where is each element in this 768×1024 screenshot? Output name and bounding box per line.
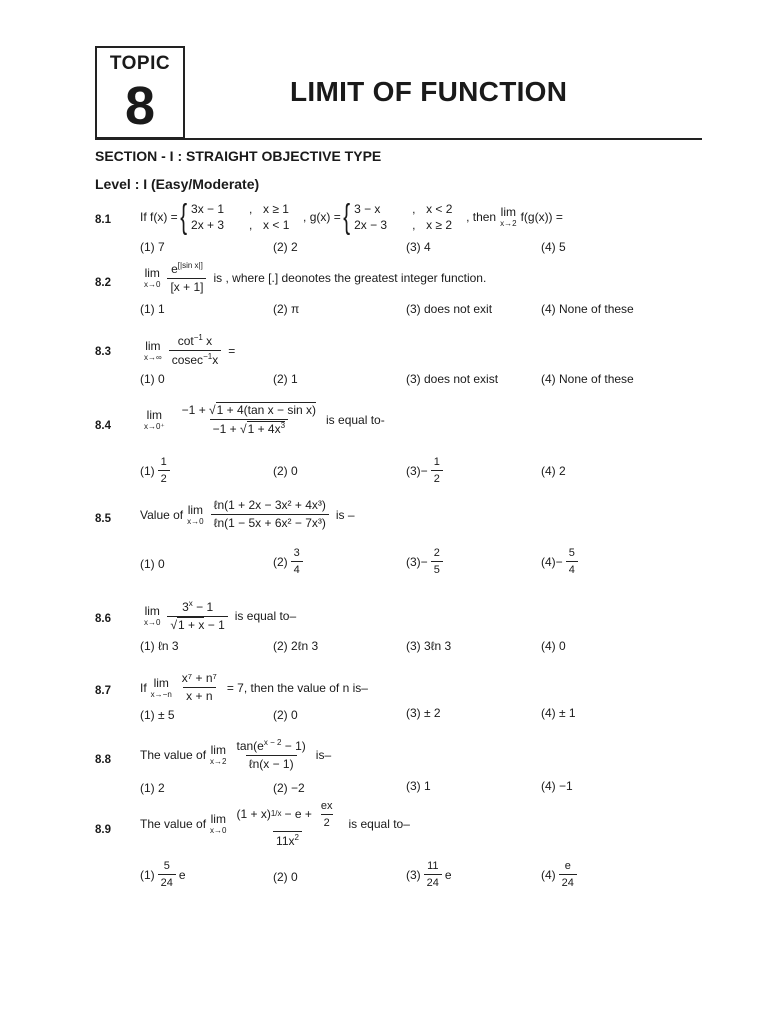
limit-fraction: (1 + x) 1/x − e + $\frac{ex}{2}$ $11x^2$ bbox=[236, 800, 333, 849]
limit-operator: lim x→0 bbox=[187, 502, 204, 526]
option-4[interactable]: (4) − $\frac{5}{4}$ bbox=[541, 547, 581, 576]
limit-operator: lim x→0 bbox=[144, 266, 161, 290]
topic-box bbox=[95, 46, 185, 139]
option-3[interactable]: (3) 3ℓn 3 bbox=[406, 639, 452, 653]
question-stem bbox=[140, 600, 300, 632]
f-case-2: 2x + 3 bbox=[191, 218, 225, 232]
option-2[interactable]: (2) 0 bbox=[273, 464, 298, 478]
stem-text: Value of bbox=[140, 507, 184, 522]
option-1[interactable]: (1) $\frac{1}{2}$ bbox=[140, 456, 173, 485]
stem-text: = bbox=[228, 343, 236, 358]
option-3[interactable]: (3) − $\frac{1}{2}$ bbox=[406, 456, 446, 485]
option-1[interactable]: (1) 1 bbox=[140, 302, 165, 316]
page-title: LIMIT OF FUNCTION bbox=[290, 76, 568, 107]
option-3[interactable]: (3) ± 2 bbox=[406, 706, 441, 720]
limit-fraction: $\frac{\text{−1 + √1 + 4(tan x − sin x)}}{-1 + √1 + 4x^3}$ bbox=[181, 403, 317, 437]
option-2[interactable]: (2) $\frac{3}{4}$ bbox=[273, 547, 306, 576]
header-divider bbox=[95, 138, 702, 140]
limit-operator: lim x→0⁺ bbox=[144, 408, 165, 432]
f-cond-1: x ≥ 1 bbox=[263, 201, 289, 216]
stem-text: is– bbox=[315, 748, 332, 763]
stem-text: f(g(x)) = bbox=[520, 210, 563, 224]
stem-text: , g(x) = bbox=[303, 210, 341, 224]
option-2[interactable]: (2) π bbox=[273, 302, 300, 316]
stem-text: The value of bbox=[140, 748, 207, 763]
stem-text: , then bbox=[466, 210, 497, 224]
option-3[interactable]: (3) does not exit bbox=[406, 302, 493, 316]
topic-number: 8 bbox=[124, 76, 156, 136]
option-1[interactable]: (1) 0 bbox=[140, 557, 165, 571]
option-2[interactable]: (2) 0 bbox=[273, 870, 298, 884]
option-4[interactable]: (4) None of these bbox=[541, 372, 634, 386]
stem-text: is , where [.] deonotes the greatest integer function. bbox=[213, 271, 487, 286]
piecewise-f: { 3x − 1 , x ≥ 1 2x + 3 , x < 1 bbox=[178, 200, 303, 234]
question-number: 8.7 bbox=[95, 685, 111, 697]
option-4[interactable]: (4) ± 1 bbox=[541, 706, 576, 720]
question-number: 8.6 bbox=[95, 613, 111, 625]
g-cond-1: x < 2 bbox=[426, 201, 453, 216]
question-number: 8.5 bbox=[95, 513, 111, 525]
limit-operator: lim x→−n bbox=[150, 675, 172, 699]
option-4[interactable]: (4) 5 bbox=[541, 240, 566, 254]
piecewise-g: { 3 − x , x < 2 2x − 3 , x ≥ 2 bbox=[341, 200, 466, 234]
option-1[interactable]: (1) 0 bbox=[140, 372, 165, 386]
option-2[interactable]: (2) 2 bbox=[273, 240, 298, 254]
question-stem bbox=[140, 200, 563, 234]
limit-operator: lim x→0 bbox=[210, 812, 227, 836]
option-4[interactable]: (4) 2 bbox=[541, 464, 566, 478]
option-1[interactable]: (1) ℓn 3 bbox=[140, 639, 179, 653]
stem-text: is equal to– bbox=[234, 609, 297, 624]
option-2[interactable]: (2) −2 bbox=[273, 781, 305, 795]
question-stem bbox=[140, 672, 372, 703]
option-4[interactable]: (4) None of these bbox=[541, 302, 634, 316]
question-number: 8.1 bbox=[95, 214, 111, 226]
limit-fraction: $\frac{\cot^{-1} x}{cosec^{-1}x}$ bbox=[169, 334, 221, 367]
option-3[interactable]: (3) − $\frac{2}{5}$ bbox=[406, 547, 446, 576]
stem-text: is – bbox=[335, 507, 355, 522]
stem-text: If bbox=[140, 680, 147, 695]
option-1[interactable]: (1) 2 bbox=[140, 781, 165, 795]
question-stem bbox=[140, 739, 335, 771]
question-stem bbox=[140, 404, 389, 436]
g-cond-2: x ≥ 2 bbox=[426, 218, 453, 232]
question-stem bbox=[140, 262, 490, 294]
option-3[interactable]: (3) does not exist bbox=[406, 372, 499, 386]
stem-text: is equal to- bbox=[326, 413, 385, 428]
limit-fraction: $\frac{3^x - 1}{√1 + x - 1}$ bbox=[167, 600, 227, 632]
stem-text: The value of bbox=[140, 817, 207, 832]
stem-text: If f(x) = bbox=[140, 210, 178, 224]
option-4[interactable]: (4) −1 bbox=[541, 779, 573, 793]
question-number: 8.4 bbox=[95, 420, 111, 432]
f-case-1: 3x − 1 bbox=[191, 201, 225, 216]
question-number: 8.8 bbox=[95, 754, 111, 766]
stem-text: = 7, then the value of n is– bbox=[226, 680, 368, 695]
limit-fraction: $\frac{\tan(e^{x - 2} - 1)}{\text{ℓn(x − 1)}}$ bbox=[236, 738, 306, 772]
question-stem bbox=[140, 800, 414, 848]
limit-operator: lim x→∞ bbox=[144, 338, 162, 362]
option-3[interactable]: (3) 1 bbox=[406, 779, 431, 793]
g-case-2: 2x − 3 bbox=[354, 218, 388, 232]
g-case-1: 3 − x bbox=[354, 201, 381, 216]
option-1[interactable]: (1) 7 bbox=[140, 240, 165, 254]
question-number: 8.3 bbox=[95, 346, 111, 358]
limit-fraction: $\frac{e^{[|sin x|]}}{[x + 1]}$ bbox=[167, 262, 206, 294]
option-4[interactable]: (4) 0 bbox=[541, 639, 566, 653]
topic-label: TOPIC bbox=[109, 53, 171, 74]
option-3[interactable]: (3) 4 bbox=[406, 240, 431, 254]
limit-operator: lim x→2 bbox=[210, 743, 227, 767]
option-1[interactable]: (1) ± 5 bbox=[140, 708, 175, 722]
option-1[interactable]: (1) $\frac{5}{24}$ e bbox=[140, 860, 186, 890]
option-2[interactable]: (2) 2ℓn 3 bbox=[273, 639, 319, 653]
limit-operator: lim x→0 bbox=[144, 604, 161, 628]
question-stem bbox=[140, 499, 359, 530]
limit-operator: lim x→2 bbox=[500, 205, 517, 228]
limit-fraction: $\frac{\text{x⁷ + n⁷}}{x + n}$ bbox=[181, 671, 217, 704]
stem-text: is equal to– bbox=[348, 817, 410, 832]
question-number: 8.9 bbox=[95, 824, 111, 836]
option-2[interactable]: (2) 0 bbox=[273, 708, 298, 722]
option-3[interactable]: (3) $\frac{11}{24}$ e bbox=[406, 860, 452, 890]
question-number: 8.2 bbox=[95, 277, 111, 289]
level-heading: Level : I (Easy/Moderate) bbox=[95, 176, 260, 192]
question-stem bbox=[140, 334, 239, 367]
option-2[interactable]: (2) 1 bbox=[273, 372, 298, 386]
option-4[interactable]: (4) $\frac{e}{24}$ bbox=[541, 860, 580, 889]
limit-fraction: $\frac{\text{ℓn(1 + 2x − 3x² + 4x³)}}{\text{ℓn(1 − 5x + 6x² − 7x³)}}$ bbox=[211, 499, 329, 530]
f-cond-2: x < 1 bbox=[263, 218, 290, 232]
section-heading: SECTION - I : STRAIGHT OBJECTIVE TYPE bbox=[95, 148, 382, 164]
